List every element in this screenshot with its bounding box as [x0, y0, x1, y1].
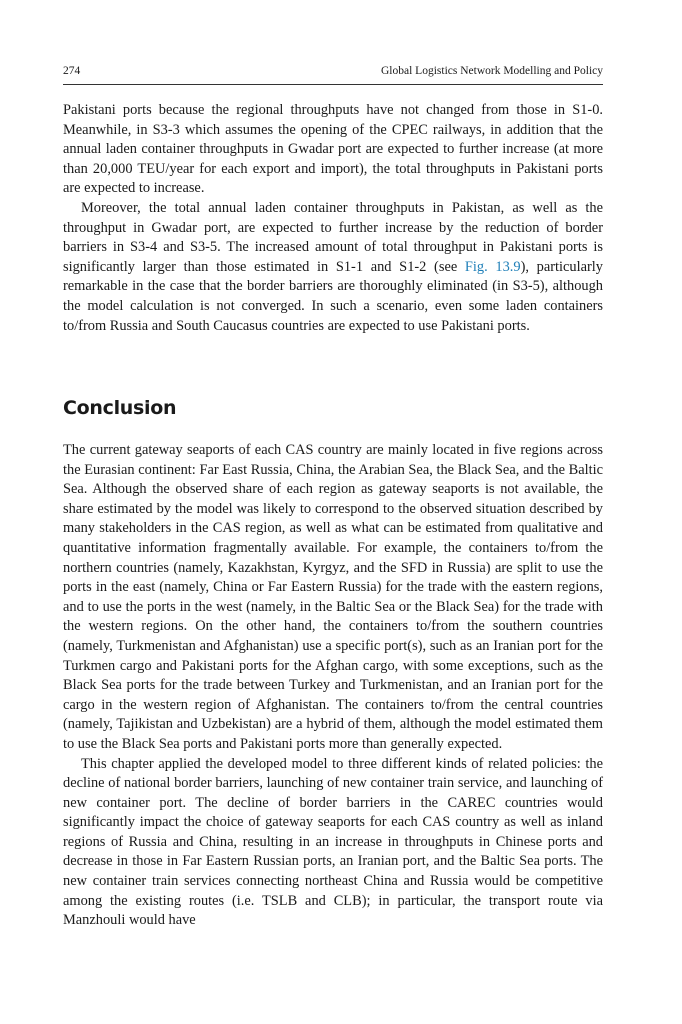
- paragraph-2-text-end: ), particularly remarkable in the case that the border barriers are thoroughly eliminated (in S3-5), although the model calculation is not converged. In such a scenario, even some laden containers to/from Russia and South Caucasus countries are expected to use Pakistani ports.: [63, 258, 603, 334]
- running-title: Global Logistics Network Modelling and Policy: [381, 65, 603, 77]
- page-number: 274: [63, 65, 81, 77]
- header-divider: [63, 84, 603, 85]
- paragraph-1: Pakistani ports because the regional throughputs have not changed from those in S1-0. Meanwhile, in S3-3 which assumes the opening of the CPEC railways, in addition that the annual laden container throughputs in Gwadar port are expected to further increase (at more than 20,000 TEU/year for each export and import), the total throughputs in Pakistani ports are expected to increase.: [63, 102, 603, 197]
- paragraph-2: [63, 199, 603, 336]
- conclusion-paragraph-1: The current gateway seaports of each CAS country are mainly located in five regions across the Eurasian continent: Far East Russia, China, the Arabian Sea, the Black Sea, and the Baltic Sea. Although the observed share of each region as gateway seaports is not available, the share estimated by the model was likely to correspond to the observed situation described by many stakeholders in the CAS region, as well as what can be estimated from qualitative and quantitative information fragmentally available. For example, the containers to/from the northern countries (namely, Kazakhstan, Kyrgyz, and the SFD in Russia) are split to use the ports in the east (namely, China or Far Eastern Russia) for the trade with the eastern regions, and to use the ports in the west (namely, in the Baltic Sea or the Black Sea) for the trade with the western regions. On the other hand, the containers to/from the southern countries (namely, Turkmenistan and Afghanistan) use a specific port(s), such as an Iranian port for the Turkmen cargo and Pakistani ports for the Afghan cargo, with some exceptions, such as the Black Sea ports for the trade between Turkey and Turkmenistan, and an Iranian port for the cargo in the western region of Afghanistan. The containers to/from the central countries (namely, Tajikistan and Uzbekistan) are a hybrid of them, although the model estimated them to use the Black Sea ports and Pakistani ports more than generally expected.: [63, 442, 603, 752]
- body-block-conclusion: [63, 441, 603, 931]
- body-block-top: [63, 101, 603, 336]
- conclusion-paragraph-2: This chapter applied the developed model to three different kinds of related policies: the decline of national border barriers, launching of new container train service, and launching of new container port. The decline of border barriers in the CAREC countries would significantly impact the choice of gateway seaports for each CAS country as well as inland regions of Russia and China, resulting in an increase in throughputs in Chinese ports and decrease in those in Far Eastern Russian ports, an Iranian port, and the Baltic Sea ports. The new container train services connecting northeast China and Russia would be competitive among the existing routes (i.e. TSLB and CLB); in particular, the transport route via Manzhouli would have: [63, 755, 603, 929]
- figure-link[interactable]: Fig. 13.9: [464, 258, 521, 275]
- section-heading: Conclusion: [63, 397, 177, 419]
- paragraph-2-text-start: Moreover, the total annual laden container throughputs in Pakistan, as well as the throughput in Gwadar port, are expected to further increase by the reduction of border barriers in S3-4 and S3-5. The increased amount of total throughput in Pakistani ports is significantly larger than those estimated in S1-1 and S1-2 (see: [63, 199, 603, 275]
